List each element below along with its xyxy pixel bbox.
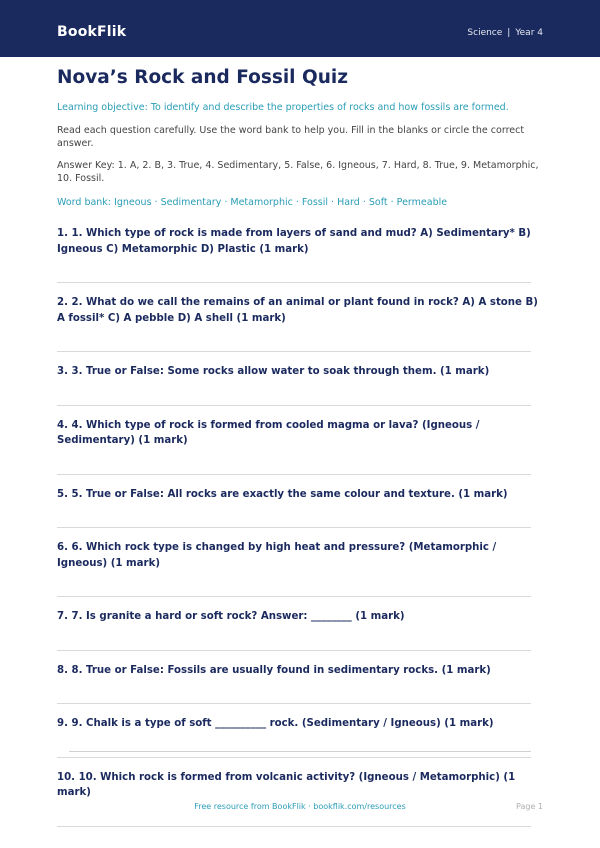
question-text: 2. 2. What do we call the remains of an animal or plant found in rock? A) A stone B) A fossil* C) A pebble D) A shell (1 mark)	[57, 297, 538, 324]
question-item	[57, 609, 543, 651]
worksheet-content	[57, 57, 543, 827]
bottom-divider	[69, 751, 531, 752]
question-item	[57, 418, 543, 475]
header-bar	[0, 0, 600, 57]
answer-line[interactable]	[57, 257, 531, 283]
question-list	[57, 226, 543, 827]
word-bank: Word bank: Igneous · Sedimentary · Metamorphic · Fossil · Hard · Soft · Permeable	[57, 197, 448, 208]
question-text: 5. 5. True or False: All rocks are exactly the same colour and texture. (1 mark)	[57, 488, 508, 500]
brand-logo: BookFlik	[57, 24, 127, 40]
question-text: 8. 8. True or False: Fossils are usually found in sedimentary rocks. (1 mark)	[57, 664, 491, 676]
question-item	[57, 487, 543, 529]
page-number: Page 1	[516, 802, 543, 811]
header-meta	[467, 27, 543, 39]
question-item	[57, 663, 543, 705]
footer-text: Free resource from BookFlik · bookflik.com/resources	[194, 802, 406, 811]
answer-line[interactable]	[57, 625, 531, 651]
year-label: Year 4	[515, 28, 543, 38]
answer-key: Answer Key: 1. A, 2. B, 3. True, 4. Sedimentary, 5. False, 6. Igneous, 7. Hard, 8. True, 9. Metamorphic, 10. Fossil.	[57, 160, 539, 184]
learning-objective: Learning objective: To identify and describe the properties of rocks and how fossils are formed.	[57, 102, 509, 113]
answer-line[interactable]	[57, 326, 531, 352]
answer-line[interactable]	[57, 732, 531, 758]
question-item	[57, 364, 543, 406]
question-text: 1. 1. Which type of rock is made from layers of sand and mud? A) Sedimentary* B) Igneous C) Metamorphic D) Plastic (1 mark)	[57, 228, 531, 255]
instructions: Read each question carefully. Use the word bank to help you. Fill in the blanks or circle the correct answer.	[57, 125, 525, 149]
answer-line[interactable]	[57, 678, 531, 704]
subject-label: Science	[467, 28, 503, 38]
question-item	[57, 540, 543, 597]
answer-line[interactable]	[57, 380, 531, 406]
answer-line[interactable]	[57, 502, 531, 528]
page-title: Nova’s Rock and Fossil Quiz	[57, 67, 348, 88]
answer-line[interactable]	[57, 449, 531, 475]
question-text: 9. 9. Chalk is a type of soft __________ rock. (Sedimentary / Igneous) (1 mark)	[57, 718, 494, 729]
answer-line[interactable]	[57, 571, 531, 597]
question-text: 7. 7. Is granite a hard or soft rock? Answer: ________ (1 mark)	[57, 611, 405, 622]
question-text: 4. 4. Which type of rock is formed from cooled magma or lava? (Igneous / Sedimentary) (1 mark)	[57, 419, 480, 446]
meta-separator: |	[507, 28, 511, 38]
question-item	[57, 295, 543, 352]
question-text: 6. 6. Which rock type is changed by high heat and pressure? (Metamorphic / Igneous) (1 mark)	[57, 542, 497, 569]
question-item	[57, 770, 543, 827]
question-text: 3. 3. True or False: Some rocks allow water to soak through them. (1 mark)	[57, 366, 490, 377]
question-item	[57, 226, 543, 283]
question-text: 10. 10. Which rock is formed from volcanic activity? (Igneous / Metamorphic) (1 mark)	[57, 771, 516, 798]
